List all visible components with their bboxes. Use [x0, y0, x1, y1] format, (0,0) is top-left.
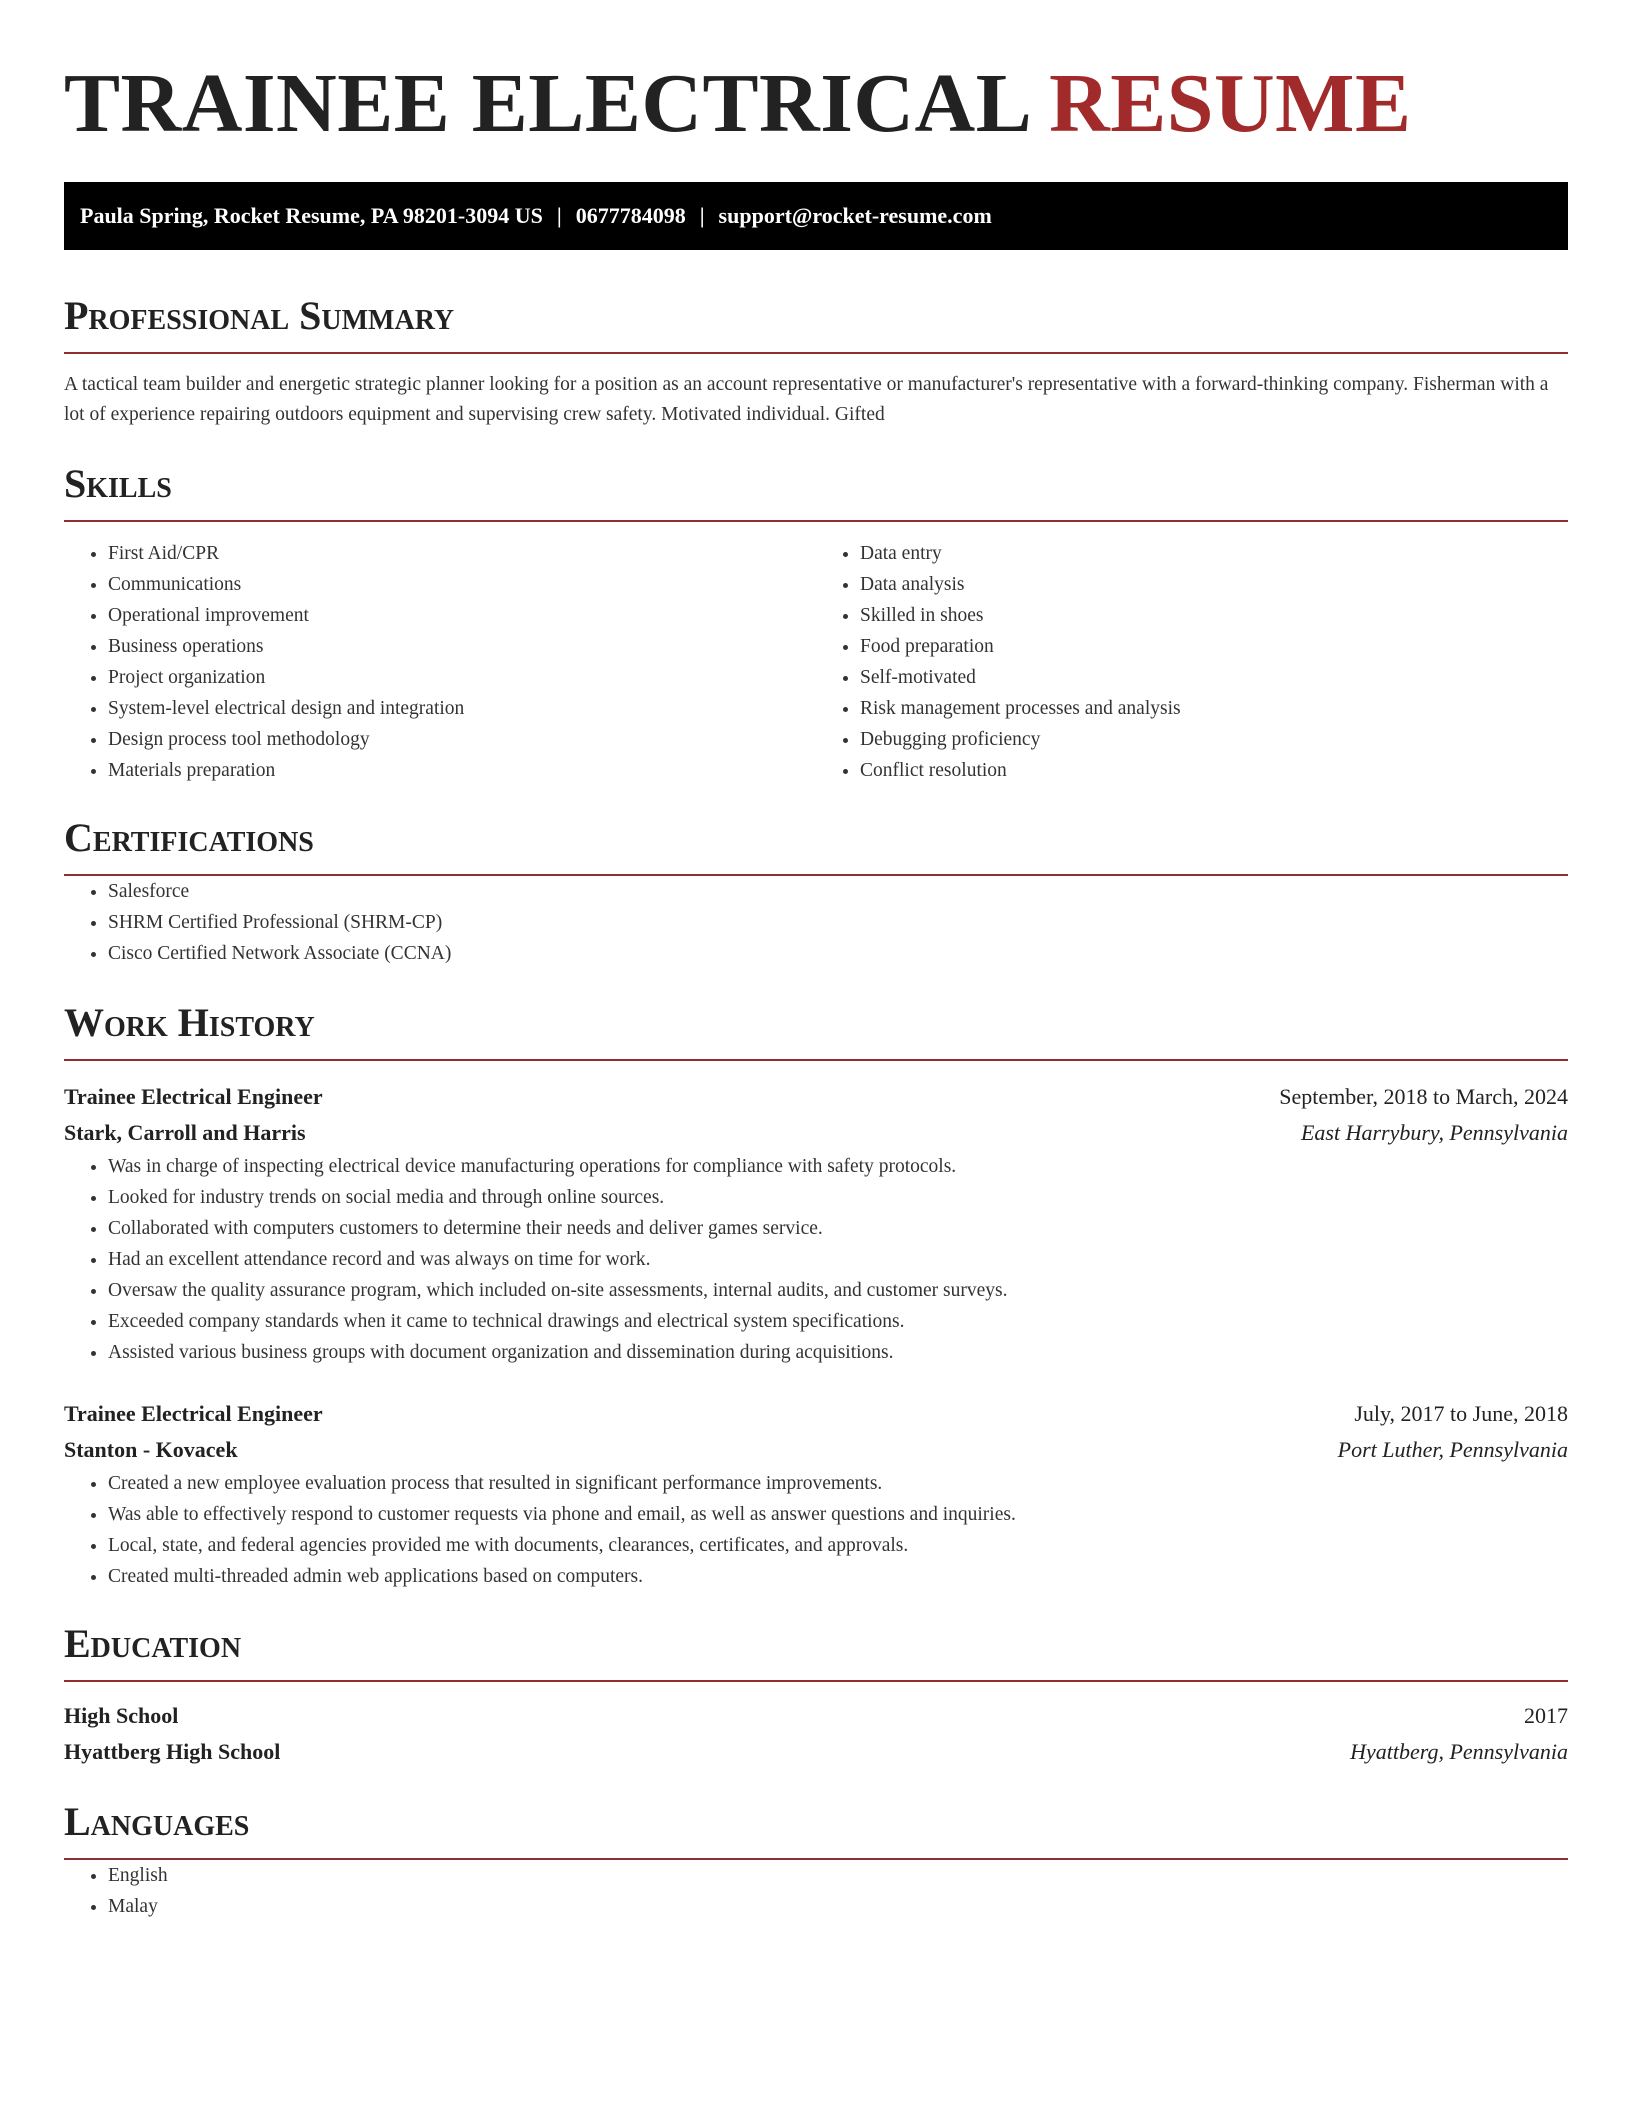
contact-bar — [64, 182, 1568, 250]
language-item: • English — [108, 1860, 1568, 1891]
skill-item: • Materials preparation — [108, 755, 816, 786]
education-degree-row — [64, 1698, 1568, 1734]
contact-phone[interactable]: 0677784098 — [575, 203, 686, 228]
job-bullet: • Assisted various business groups with document organization and dissemination during acquisitions. — [108, 1337, 1568, 1368]
certification-item: • SHRM Certified Professional (SHRM-CP) — [108, 907, 1568, 938]
skill-item: • First Aid/CPR — [108, 538, 816, 569]
certifications-section — [64, 814, 1568, 969]
skill-item: • Conflict resolution — [860, 755, 1568, 786]
job-title: Trainee Electrical Engineer — [64, 1084, 323, 1109]
skill-item: • Data entry — [860, 538, 1568, 569]
skill-item: • Debugging proficiency — [860, 724, 1568, 755]
title-accent: RESUME — [1049, 57, 1412, 150]
title-main: TRAINEE ELECTRICAL — [64, 57, 1028, 150]
skill-item: • Communications — [108, 569, 816, 600]
job-title: Trainee Electrical Engineer — [64, 1401, 323, 1426]
job-bullet: • Created multi-threaded admin web applications based on computers. — [108, 1561, 1568, 1592]
work-history-heading: Work History — [64, 999, 1568, 1061]
summary-section — [64, 292, 1568, 430]
education-degree: High School — [64, 1703, 179, 1728]
job-bullet: • Collaborated with computers customers to determine their needs and deliver games service. — [108, 1213, 1568, 1244]
skill-item: • Operational improvement — [108, 600, 816, 631]
education-year: 2017 — [1524, 1703, 1568, 1728]
skill-item: • Food preparation — [860, 631, 1568, 662]
contact-separator: | — [556, 203, 562, 228]
job-bullet: • Was in charge of inspecting electrical device manufacturing operations for compliance with safety protocols. — [108, 1151, 1568, 1182]
summary-text: A tactical team builder and energetic strategic planner looking for a position as an account representative or manufacturer's representative with a forward-thinking company. Fisherman with a lot of experience repairing outdoors equipment and supervising crew safety. Motivated individual. Gifted — [64, 374, 1549, 425]
languages-heading: Languages — [64, 1798, 1568, 1860]
job-company: Stark, Carroll and Harris — [64, 1120, 306, 1145]
work-history-section — [64, 999, 1568, 1592]
job-bullet: • Local, state, and federal agencies provided me with documents, clearances, certificates, and approvals. — [108, 1530, 1568, 1561]
skill-item: • Self-motivated — [860, 662, 1568, 693]
skills-list-right — [816, 538, 1568, 786]
job-entry — [64, 1079, 1568, 1368]
contact-address: Paula Spring, Rocket Resume, PA 98201-3094 US — [80, 203, 543, 228]
job-location: Port Luther, Pennsylvania — [1337, 1437, 1568, 1462]
skill-item: • Risk management processes and analysis — [860, 693, 1568, 724]
certification-item: • Cisco Certified Network Associate (CCNA) — [108, 938, 1568, 969]
languages-section — [64, 1798, 1568, 1922]
job-bullets — [64, 1151, 1568, 1368]
education-section — [64, 1620, 1568, 1770]
job-bullet: • Was able to effectively respond to customer requests via phone and email, as well as answer questions and inquiries. — [108, 1499, 1568, 1530]
skills-heading: Skills — [64, 460, 1568, 522]
job-bullets — [64, 1468, 1568, 1592]
job-entry — [64, 1396, 1568, 1592]
certifications-heading: Certifications — [64, 814, 1568, 876]
job-header-row — [64, 1079, 1568, 1115]
job-dates: September, 2018 to March, 2024 — [1279, 1084, 1568, 1109]
skills-grid — [64, 538, 1568, 786]
resume-title — [64, 58, 1568, 150]
certification-item: • Salesforce — [108, 876, 1568, 907]
skill-item: • Project organization — [108, 662, 816, 693]
job-bullet: • Oversaw the quality assurance program, which included on-site assessments, internal audits, and customer surveys. — [108, 1275, 1568, 1306]
education-school: Hyattberg High School — [64, 1739, 281, 1764]
job-company: Stanton - Kovacek — [64, 1437, 238, 1462]
contact-separator: | — [699, 203, 705, 228]
languages-list — [64, 1860, 1568, 1922]
job-bullet: • Had an excellent attendance record and was always on time for work. — [108, 1244, 1568, 1275]
skill-item: • System-level electrical design and integration — [108, 693, 816, 724]
job-company-row — [64, 1115, 1568, 1151]
skill-item: • Data analysis — [860, 569, 1568, 600]
job-bullet: • Exceeded company standards when it came to technical drawings and electrical system specifications. — [108, 1306, 1568, 1337]
skills-section — [64, 460, 1568, 786]
skill-item: • Design process tool methodology — [108, 724, 816, 755]
contact-email[interactable]: support@rocket-resume.com — [718, 203, 992, 228]
education-heading: Education — [64, 1620, 1568, 1682]
job-bullet: • Looked for industry trends on social media and through online sources. — [108, 1182, 1568, 1213]
skill-item: • Business operations — [108, 631, 816, 662]
job-location: East Harrybury, Pennsylvania — [1300, 1120, 1568, 1145]
skills-list-left — [64, 538, 816, 786]
summary-heading: Professional Summary — [64, 292, 1568, 354]
certifications-list — [64, 876, 1568, 969]
education-entry — [64, 1698, 1568, 1770]
job-header-row — [64, 1396, 1568, 1432]
job-company-row — [64, 1432, 1568, 1468]
education-location: Hyattberg, Pennsylvania — [1350, 1739, 1568, 1764]
education-school-row — [64, 1734, 1568, 1770]
language-item: • Malay — [108, 1891, 1568, 1922]
job-bullet: • Created a new employee evaluation process that resulted in significant performance improvements. — [108, 1468, 1568, 1499]
job-dates: July, 2017 to June, 2018 — [1354, 1401, 1568, 1426]
skill-item: • Skilled in shoes — [860, 600, 1568, 631]
